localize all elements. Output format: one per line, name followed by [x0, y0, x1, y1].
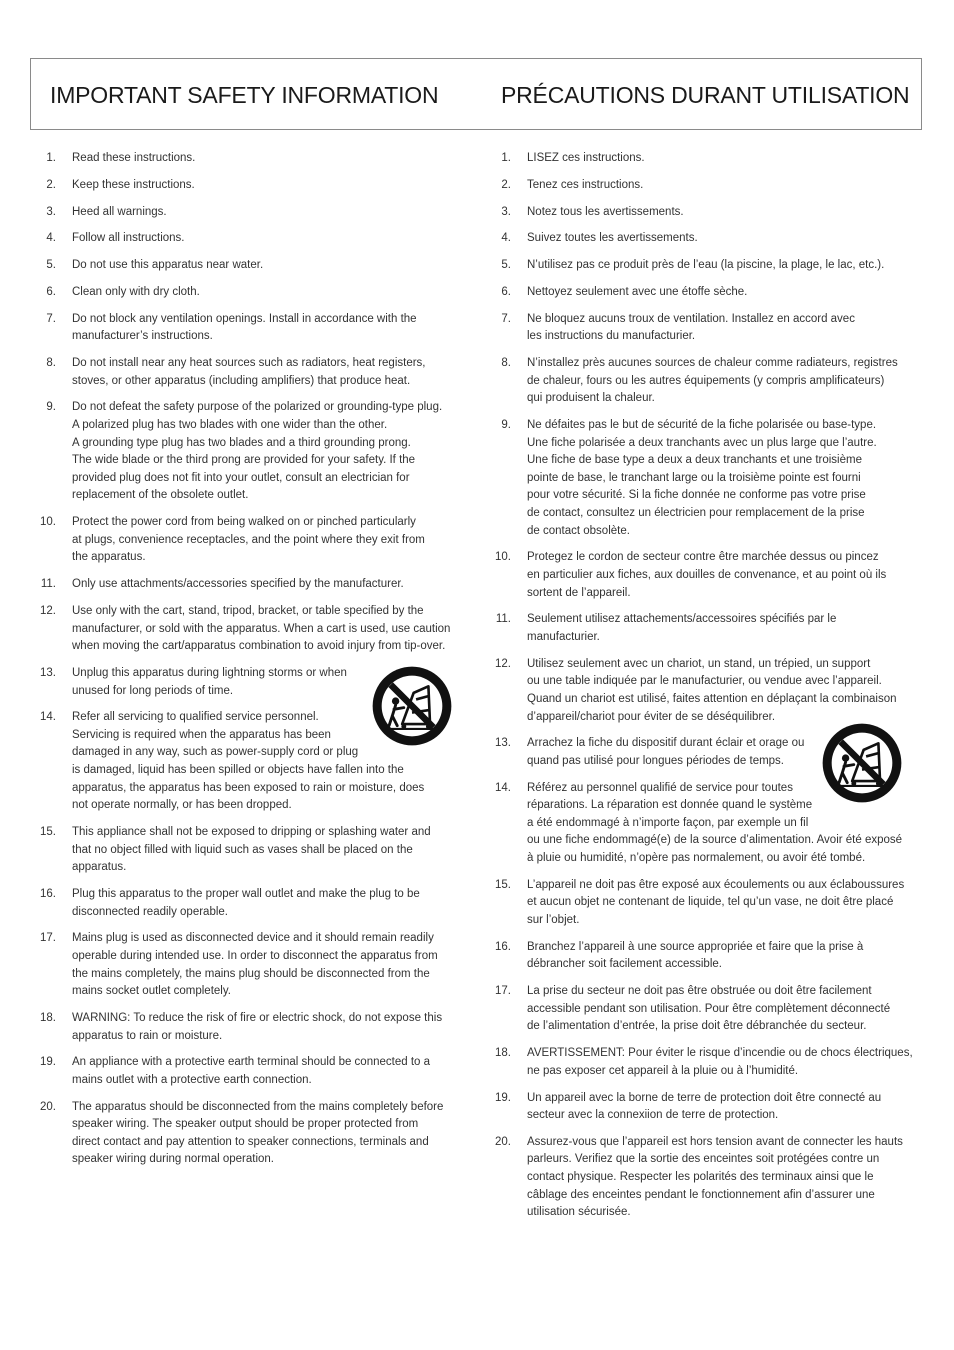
- instruction-item: [30, 824, 458, 877]
- item-text: La prise du secteur ne doit pas être obstruée ou doit être facilement accessible pendant son utilisation. Pour être complètement déconnecté de l’alimentation d’entrée, la prise doit être débranchée du secteur.: [527, 985, 891, 1033]
- item-text: N’installez près aucunes sources de chaleur comme radiateurs, registres de chaleur, fours ou les autres équipements (y compris amplificateurs) qui produisent la chaleur.: [527, 357, 898, 405]
- instruction-item: [30, 177, 458, 195]
- item-number: 18.: [495, 1047, 511, 1060]
- item-text: Arrachez la fiche du dispositif durant éclair et orage ou quand pas utilisé pour longues périodes de temps.: [527, 737, 805, 767]
- item-number: 3.: [501, 205, 511, 218]
- item-number: 5.: [46, 259, 56, 272]
- item-text: Keep these instructions.: [72, 178, 195, 191]
- item-number: 6.: [46, 285, 56, 298]
- item-number: 2.: [46, 178, 56, 191]
- item-number: 15.: [495, 878, 511, 891]
- item-text: LISEZ ces instructions.: [527, 152, 645, 164]
- item-number: 20.: [495, 1135, 511, 1148]
- instruction-item: [30, 603, 458, 656]
- instruction-item: [30, 1054, 458, 1089]
- item-number: 2.: [501, 178, 511, 191]
- item-number: 1.: [46, 152, 56, 164]
- instruction-item: [485, 1134, 913, 1222]
- item-number: 18.: [40, 1011, 56, 1024]
- instruction-item: [30, 576, 458, 594]
- instruction-item: [485, 939, 913, 974]
- item-text: Notez tous les avertissements.: [527, 205, 684, 218]
- instruction-item: [485, 230, 913, 248]
- instruction-item: [30, 930, 458, 1000]
- item-text: Tenez ces instructions.: [527, 178, 644, 191]
- instruction-item: [485, 417, 913, 540]
- item-text: Only use attachments/accessories specified by the manufacturer.: [72, 578, 404, 591]
- instruction-item: [30, 355, 458, 390]
- item-number: 3.: [46, 205, 56, 218]
- item-text: Do not use this apparatus near water.: [72, 259, 264, 272]
- item-number: 8.: [501, 357, 511, 370]
- instruction-item: [30, 1010, 458, 1045]
- item-number: 5.: [501, 259, 511, 272]
- instruction-item: [30, 399, 458, 505]
- instruction-item: [485, 204, 913, 222]
- item-text: Refer all servicing to qualified service personnel. Servicing is required when the apparatus has been damaged in any way, such as power-supply cord or plug is damaged, liquid has been spilled or objects have fallen into the apparatus, the apparatus has been exposed to rain or moisture, does not operate normally, or has been dropped.: [72, 711, 425, 812]
- item-number: 4.: [46, 232, 56, 245]
- page-header: [30, 58, 922, 130]
- item-number: 19.: [40, 1056, 56, 1069]
- item-text: Protegez le cordon de secteur contre être marchée dessus ou pincez en particulier aux fiches, aux douilles de convenance, et au point où ils sortent de l’appareil.: [527, 551, 887, 599]
- item-number: 10.: [40, 516, 56, 529]
- item-number: 8.: [46, 357, 56, 370]
- item-number: 15.: [40, 826, 56, 839]
- instruction-item: [30, 1099, 458, 1169]
- item-text: Mains plug is used as disconnected device and it should remain readily operable during intended use. In order to disconnect the apparatus from the mains completely, the mains plug should be disconnected from the mains socket outlet completely.: [72, 932, 438, 998]
- item-number: 9.: [501, 419, 511, 432]
- item-number: 12.: [40, 604, 56, 617]
- item-text: Ne défaites pas le but de sécurité de la fiche polarisée ou base-type. Une fiche polarisée a deux tranchants avec un plus large que l’autre. Une fiche de base type a deux a deux tranchants et une troisième pointe de base, le tranchant large ou la troisième pointe est fourni pour votre sécurité. Si la fiche donnée ne conforme pas votre prise de contact, consultez un électricien pour remplacement de la prise de contact obsolète.: [527, 419, 877, 537]
- item-number: 20.: [40, 1100, 56, 1113]
- item-text: Do not install near any heat sources such as radiators, heat registers, stoves, or other apparatus (including amplifiers) that produce heat.: [72, 357, 426, 387]
- item-text: The apparatus should be disconnected from the mains completely before speaker wiring. The speaker output should be proper protected from direct contact and pay attention to speaker connections, terminals and speaker wiring during normal operation.: [72, 1100, 444, 1166]
- item-text: Use only with the cart, stand, tripod, bracket, or table specified by the manufacturer, or sold with the apparatus. When a cart is used, use caution when moving the cart/apparatus combination to avoid injury from tip-over.: [72, 604, 451, 653]
- item-number: 13.: [40, 666, 56, 679]
- item-text: Unplug this apparatus during lightning storms or when unused for long periods of time.: [72, 666, 347, 697]
- instruction-item: [30, 150, 458, 168]
- item-text: Do not block any ventilation openings. Install in accordance with the manufacturer’s instructions.: [72, 312, 417, 343]
- item-number: 7.: [501, 312, 511, 325]
- instruction-item: [485, 1090, 913, 1125]
- item-number: 7.: [46, 312, 56, 325]
- item-text: L’appareil ne doit pas être exposé aux écoulements ou aux éclaboussures et aucun objet ne contenant de liquide, tel qu’un vase, ne doit être placé sur l’objet.: [527, 878, 905, 926]
- item-text: Do not defeat the safety purpose of the polarized or grounding-type plug. A polarized plug has two blades with one wider than the other. A grounding type plug has two blades and a third grounding prong. The wide blade or the third prong are provided for your safety. If the provided plug does not fit into your outlet, consult an electrician for replacement of the obsolete outlet.: [72, 401, 443, 502]
- instruction-item: [485, 311, 913, 346]
- instruction-item: [30, 257, 458, 275]
- item-text: Clean only with dry cloth.: [72, 285, 200, 298]
- item-text: Read these instructions.: [72, 152, 196, 164]
- title-english: IMPORTANT SAFETY INFORMATION: [50, 82, 439, 108]
- item-text: AVERTISSEMENT: Pour éviter le risque d’incendie ou de chocs électriques, ne pas exposer cet appareil à la pluie ou à l’humidité.: [527, 1047, 913, 1077]
- item-text: This appliance shall not be exposed to dripping or splashing water and that no object filled with liquid such as vases shall be placed on the apparatus.: [72, 826, 431, 874]
- instruction-item: [485, 1045, 913, 1080]
- instruction-item: [30, 284, 458, 302]
- cart-warning-icon: [821, 722, 903, 804]
- instruction-item: [30, 514, 458, 567]
- instruction-item: [485, 549, 913, 602]
- item-number: 19.: [495, 1091, 511, 1104]
- instruction-item: [485, 611, 913, 646]
- item-text: An appliance with a protective earth terminal should be connected to a mains outlet with a protective earth connection.: [72, 1056, 430, 1086]
- item-text: Nettoyez seulement avec une étoffe sèche.: [527, 285, 748, 298]
- instruction-item: [485, 177, 913, 195]
- item-number: 10.: [495, 551, 511, 564]
- item-text: Seulement utilisez attachements/accessoires spécifiés par le manufacturier.: [527, 613, 837, 643]
- item-number: 13.: [495, 737, 511, 750]
- instruction-item: [30, 311, 458, 346]
- item-text: Un appareil avec la borne de terre de protection doit être connecté au secteur avec la connexiion de terre de protection.: [527, 1091, 882, 1122]
- item-text: Plug this apparatus to the proper wall outlet and make the plug to be disconnected readily operable.: [72, 888, 420, 918]
- item-number: 14.: [495, 781, 511, 794]
- item-text: WARNING: To reduce the risk of fire or electric shock, do not expose this apparatus to rain or moisture.: [72, 1011, 443, 1042]
- instruction-item: [30, 230, 458, 248]
- item-number: 6.: [501, 285, 511, 298]
- title-french: PRÉCAUTIONS DURANT UTILISATION: [501, 82, 910, 108]
- instruction-item: [485, 355, 913, 408]
- item-text: Référez au personnel qualifié de service pour toutes réparations. La réparation est donnée quand le système a été endommagé à n’importe façon, par exemple un fil ou une fiche endommagé(e) de la source d’alimentation. Avoir été exposé à pluie ou humidité, n’opère pas normalement, ou avoir été tombé.: [527, 781, 903, 865]
- instruction-item: [485, 983, 913, 1036]
- cart-warning-icon: [371, 665, 453, 747]
- instruction-item: [485, 656, 913, 726]
- item-number: 4.: [501, 232, 511, 245]
- instruction-item: [485, 150, 913, 168]
- item-number: 11.: [40, 578, 56, 591]
- instruction-item: [485, 284, 913, 302]
- item-number: 11.: [495, 613, 511, 626]
- item-number: 9.: [46, 401, 56, 414]
- item-text: N’utilisez pas ce produit près de l’eau (la piscine, la plage, le lac, etc.).: [527, 259, 885, 272]
- item-text: Ne bloquez aucuns troux de ventilation. Installez en accord avec les instructions du manufacturier.: [527, 312, 855, 343]
- french-instructions-list: [485, 150, 913, 1231]
- item-text: Follow all instructions.: [72, 232, 185, 245]
- item-number: 1.: [501, 152, 511, 164]
- item-text: Branchez l’appareil à une source appropriée et faire que la prise à débrancher soit facilement accessible.: [527, 940, 864, 971]
- item-text: Utilisez seulement avec un chariot, un stand, un trépied, un support ou une table indiquée par le manufacturier, ou vendue avec l’appareil. Quand un chariot est utilisé, faites attention en déplaçant la combinaison d’appareil/chariot pour éviter de se déséquilibrer.: [527, 657, 897, 723]
- instruction-item: [485, 257, 913, 275]
- item-number: 16.: [40, 888, 56, 900]
- item-text: Heed all warnings.: [72, 205, 167, 218]
- item-text: Suivez toutes les avertissements.: [527, 232, 698, 245]
- item-text: Protect the power cord from being walked on or pinched particularly at plugs, convenience receptacles, and the point where they exit from the apparatus.: [72, 516, 425, 564]
- item-number: 14.: [40, 711, 56, 724]
- item-number: 12.: [495, 657, 511, 670]
- instruction-item: [30, 204, 458, 222]
- instruction-item: [30, 886, 458, 921]
- item-number: 17.: [40, 932, 56, 945]
- item-number: 17.: [495, 985, 511, 998]
- instruction-item: [485, 877, 913, 930]
- item-number: 16.: [495, 940, 511, 953]
- item-text: Assurez-vous que l’appareil est hors tension avant de connecter les hauts parleurs. Verifiez que la sortie des enceintes soit protégées contre un contact physique. Respecter les polarités des terminaux ainsi que le câblage des enceintes pendant le fonctionnement afin d’assurer une utilisation sécurisée.: [527, 1135, 903, 1219]
